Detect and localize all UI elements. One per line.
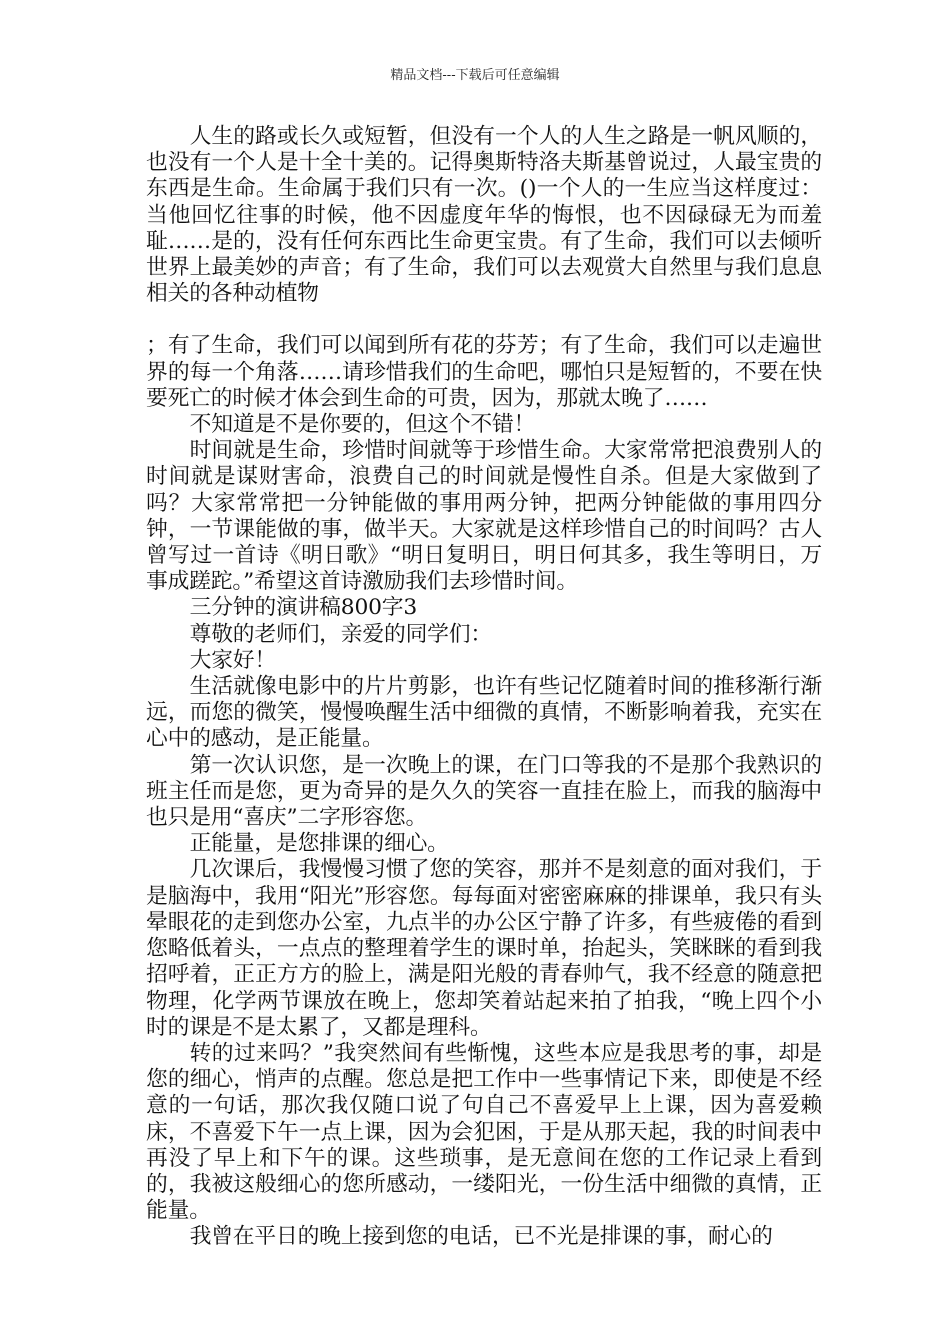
paragraph-4: 时间就是生命，珍惜时间就等于珍惜生命。大家常常把浪费别人的时间就是谋财害命，浪费自己的时间就是慢性自杀。但是大家做到了吗？大家常常把一分钟能做的事用两分钟，把两分钟能做的事用四分钟，一节课能做的事，做半天。大家就是这样珍惜自己的时间吗？古人曾写过一首诗《明日歌》“明日复明日，明日何其多，我生等明日，万事成蹉跎。”希望这首诗激励我们去珍惜时间。 [146,438,822,595]
document-body [146,124,822,1251]
paragraph-10: 正能量，是您排课的细心。 [189,831,449,857]
paragraph-3: 不知道是不是你要的，但这个不错！ [189,412,536,438]
greeting: 大家好！ [189,647,276,673]
salutation: 尊敬的老师们，亲爱的同学们： [189,621,492,647]
paragraph-13: 我曾在平日的晚上接到您的电话，已不光是排课的事，耐心的 [189,1224,773,1250]
paragraph-1: 人生的路或长久或短暂，但没有一个人的人生之路是一帆风顺的，也没有一个人是十全十美的。记得奥斯特洛夫斯基曾说过，人最宝贵的东西是生命。生命属于我们只有一次。()一个人的一生应当这样度过：当他回忆往事的时候，他不因虚度年华的悔恨，也不因碌碌无为而羞耻……是的，没有任何东西比生命更宝贵。有了生命，我们可以去倾听世界上最美妙的声音；有了生命，我们可以去观赏大自然里与我们息息相关的各种动植物 [146,124,822,307]
paragraph-12: 转的过来吗？”我突然间有些惭愧，这些本应是我思考的事，却是您的细心，悄声的点醒。您总是把工作中一些事情记下来，即使是不经意的一句话，那次我仅随口说了句自己不喜爱早上上课，因为喜爱赖床，不喜爱下午一点上课，因为会犯困，于是从那天起，我的时间表中再没了早上和下午的课。这些琐事，是无意间在您的工作记录上看到的，我被这般细心的您所感动，一缕阳光，一份生活中细微的真情，正能量。 [146,1040,822,1224]
paragraph-gap [146,307,822,333]
page-header: 精品文档---下载后可任意编辑 [390,68,560,83]
paragraph-2: ；有了生命，我们可以闻到所有花的芬芳；有了生命，我们可以走遍世界的每一个角落……请珍惜我们的生命吧，哪怕只是短暂的，不要在快要死亡的时候才体会到生命的可贵，因为，那就太晚了…… [146,333,822,411]
paragraph-8: 生活就像电影中的片片剪影，也许有些记忆随着时间的推移渐行渐远，而您的微笑，慢慢唤醒生活中细微的真情，不断影响着我，充实在心中的感动，是正能量。 [146,674,822,752]
section-title: 三分钟的演讲稿800字3 [189,595,418,621]
paragraph-11: 几次课后，我慢慢习惯了您的笑容，那并不是刻意的面对我们，于是脑海中，我用“阳光”形容您。每每面对密密麻麻的排课单，我只有头晕眼花的走到您办公室，九点半的办公区宁静了许多，有些疲倦的看到您略低着头，一点点的整理着学生的课时单，抬起头，笑眯眯的看到我招呼着，正正方方的脸上，满是阳光般的青春帅气，我不经意的随意把物理，化学两节课放在晚上，您却笑着站起来拍了拍我，“晚上四个小时的课是不是太累了，又都是理科。 [146,857,822,1040]
paragraph-9: 第一次认识您，是一次晚上的课，在门口等我的不是那个我熟识的班主任而是您，更为奇异的是久久的笑容一直挂在脸上，而我的脑海中也只是用“喜庆”二字形容您。 [146,752,822,831]
